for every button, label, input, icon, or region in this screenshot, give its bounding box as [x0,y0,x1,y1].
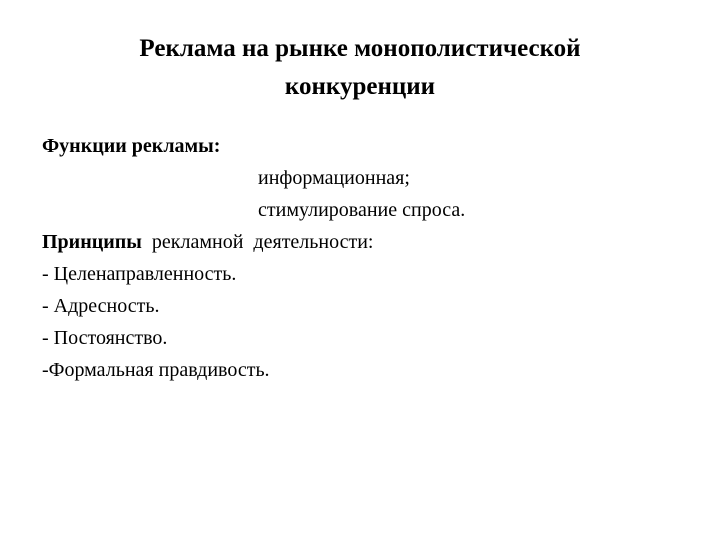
principles-heading-rest: рекламной деятельности: [141,231,374,253]
function-item-demand-stimulation: стимулирование спроса. [258,199,466,221]
title-line-2: конкуренции [284,73,436,100]
functions-heading: Функции рекламы: [42,135,221,157]
principle-item-targeting: - Адресность. [42,295,160,317]
principle-item-constancy: - Постоянство. [42,327,168,349]
slide-title [60,30,660,106]
slide-body [42,130,465,386]
principles-heading [42,226,465,258]
function-item-informational: информационная; [258,167,410,189]
principle-item-formal-truthfulness: -Формальная правдивость. [42,359,270,381]
principle-item-purposefulness: - Целенаправленность. [42,263,237,285]
title-line-1: Реклама на рынке монополистической [139,35,581,62]
principles-heading-bold: Принципы [42,231,142,253]
